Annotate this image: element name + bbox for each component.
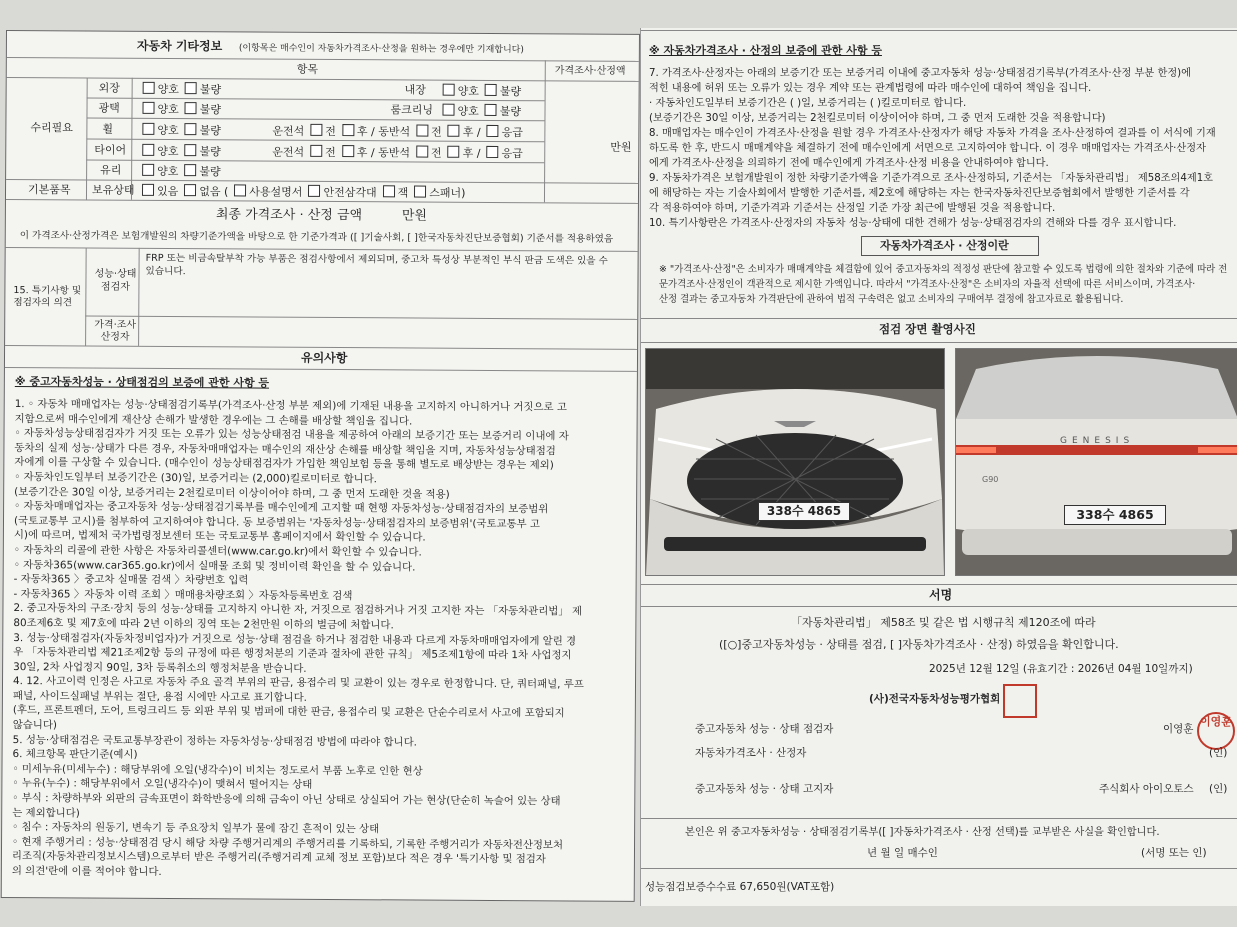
- checkbox[interactable]: [485, 104, 497, 116]
- checkbox[interactable]: [383, 185, 395, 197]
- checkbox[interactable]: [142, 164, 154, 176]
- price-section-title: ※ 자동차가격조사 · 산정의 보증에 관한 사항 등: [649, 44, 882, 57]
- text-line: 자에게 이를 구상할 수 있습니다. (매수인이 성능상태점검자가 가입한 책임보험 등을 통해 별도로 배상받는 경우는 제외): [14, 456, 554, 472]
- price-body: [649, 66, 1216, 231]
- checkbox[interactable]: [142, 144, 154, 156]
- sign-row-notifier-role: 중고자동차 성능 · 상태 고지자: [695, 783, 834, 795]
- receipt-line: 본인은 위 중고자동차성능 · 상태점검기록부([ ]자동차가격조사 · 산정 선택)를 교부받은 사실을 확인합니다.: [685, 827, 1160, 838]
- checkbox[interactable]: [443, 84, 455, 96]
- checkbox[interactable]: [442, 104, 454, 116]
- checkbox[interactable]: [308, 185, 320, 197]
- checkbox[interactable]: [185, 123, 197, 135]
- text-line: 리조직(자동차관리정보시스템)으로부터 받은 주행거리(주행거리계 교체 정보 포함)보다 적은 경우 '특기사항 및 점검자: [11, 850, 546, 866]
- row-wheel-label: 휠: [102, 122, 114, 136]
- checkbox[interactable]: [310, 145, 322, 157]
- checkbox[interactable]: [184, 184, 196, 196]
- price-unit: 만원: [610, 140, 632, 154]
- checkbox[interactable]: [142, 102, 154, 114]
- checkbox[interactable]: [184, 144, 196, 156]
- text-line: (보증기간은 30일 이상, 보증거리는 2천킬로미터 이상이어야 하며, 그 중 먼저 도래한 것을 적용합니다): [649, 113, 1106, 124]
- signature-title: 서명: [929, 588, 953, 602]
- checkbox[interactable]: [342, 124, 354, 136]
- checkbox[interactable]: [342, 145, 354, 157]
- signature-org: (사)전국자동차성능평가협회: [869, 693, 1001, 705]
- text-line: 9. 자동차가격은 보험개발원이 정한 차량기준가액을 기준가격으로 조사·산정하되, 기준서는 「자동차관리법」 제58조의4제1호: [649, 173, 1214, 184]
- checkbox[interactable]: [185, 82, 197, 94]
- text-line: 8. 매매업자는 매수인이 가격조사·산정을 원할 경우 가격조사·산정자가 해당 자동차 가격을 조사·산정하여 결과를 이 서식에 기재: [649, 128, 1216, 139]
- basic-items-label: 기본품목: [27, 183, 71, 197]
- text-line: (국토교통부 고시)를 첨부하여 고지하여야 합니다. 동 보증범위는 '자동차성능·상태점검자의 보증범위'(국토교통부 고: [13, 514, 540, 531]
- text-line: · 자동차인도일부터 보증기간은 ( )일, 보증거리는 ( )킬로미터로 합니다.: [649, 98, 967, 109]
- row-gloss-label: 광택: [98, 101, 120, 115]
- text-line: 30일, 2차 사업정지 90일, 3차 등록취소의 행정처분을 받습니다.: [13, 660, 307, 675]
- repair-label: 수리필요: [30, 121, 73, 135]
- row-wheel-positions: 운전석 전 후 / 동반석 전 후 / 응급: [272, 124, 523, 140]
- row-tire-positions: 운전석 전 후 / 동반석 전 후 / 응급: [272, 145, 523, 161]
- text-line: 각 적용하여야 하며, 기준가격과 기준서는 산정일 기준 가장 최근에 발행된 것을 적용합니다.: [649, 203, 1056, 214]
- row-interior-options: 양호 불량: [437, 84, 522, 100]
- special-notes-label: 15. 특기사항 및 점검자의 의견: [13, 285, 82, 309]
- receipt-date: 년 월 일 매수인: [867, 847, 938, 859]
- row-tire-label: 타이어: [94, 143, 127, 157]
- final-price-unit: 만원: [401, 208, 428, 224]
- front-license-plate: 338수 4865: [758, 502, 850, 521]
- row-glass-options: 양호 불량: [136, 164, 221, 180]
- basic-items-sub: 보유상태: [91, 183, 135, 197]
- receipt-sign: (서명 또는 인): [1141, 847, 1207, 859]
- sign-row-inspector-role: 중고자동차 성능 · 상태 점검자: [695, 723, 834, 735]
- checkbox[interactable]: [485, 84, 497, 96]
- final-price-title: 최종 가격조사 · 산정 금액: [215, 207, 363, 224]
- checkbox[interactable]: [448, 125, 460, 137]
- text-line: 는 제외합니다): [12, 806, 80, 820]
- rear-brand-badge: GENESIS: [1060, 436, 1135, 446]
- text-line: 의 의견'란에 이를 적어야 합니다.: [11, 865, 162, 878]
- price-assessor-label: 가격·조사 산정자: [94, 319, 137, 343]
- checkbox[interactable]: [486, 146, 498, 158]
- text-line: 하도록 한 후, 반드시 매매계약을 체결하기 전에 매수인에게 서면으로 고지하여야 합니다. 이 경우 매매업자는 가격조사·산정자: [649, 143, 1206, 154]
- basic-items-options: 있음 없음 ( 사용설명서 안전삼각대 잭 스패너): [136, 184, 465, 201]
- text-line: ◦ 자동차매매업자는 중고자동차 성능·상태점검기록부를 매수인에게 고지할 때 현행 자동차성능·상태점검자의 보증범위: [14, 500, 549, 516]
- sign-row-notifier-name: 주식회사 아이오토스: [1099, 783, 1194, 795]
- text-line: 5. 성능·상태점검은 국토교통부장관이 정하는 자동차성능·상태점검 방법에 따라야 합니다.: [12, 733, 417, 749]
- text-line: ◦ 자동차의 리콜에 관한 사항은 자동차리콜센터(www.car.go.kr)에서 확인할 수 있습니다.: [13, 543, 422, 559]
- front-car-illustration: [646, 349, 944, 575]
- text-line: 6. 체크항목 판단기준(예시): [12, 748, 138, 762]
- notes-body: [12, 397, 586, 882]
- checkbox[interactable]: [184, 164, 196, 176]
- left-page: [1, 30, 640, 902]
- row-gloss-options: 양호 불량: [136, 102, 221, 118]
- text-line: ◦ 부식 : 차량하부와 외판의 금속표면이 화학반응에 의해 금속이 아닌 상태로 상실되어 가는 현상(단순히 녹슬어 있는 상태: [12, 792, 561, 808]
- notes-section-title: ※ 중고자동차성능 · 상태점검의 보증에 관한 사항 등: [14, 375, 270, 390]
- text-line: 7. 가격조사·산정자는 아래의 보증기간 또는 보증거리 이내에 중고자동차 성능·상태점검기록부(가격조사·산정 부분 한정)에: [649, 68, 1191, 79]
- rear-license-plate: 338수 4865: [1064, 505, 1166, 525]
- text-line: 지함으로써 매수인에게 재산상 손해가 발생한 경우에는 그 손해를 배상할 책임을 집니다.: [14, 412, 413, 428]
- text-line: ◦ 자동차인도일부터 보증기간은 (30)일, 보증거리는 (2,000)킬로미터로 합니다.: [14, 471, 378, 486]
- price-box-title-frame: [861, 236, 1039, 256]
- text-line: ◦ 자동차365(www.car365.go.kr)에서 실매물 조회 및 정비이력 확인을 할 수 있습니다.: [13, 558, 416, 574]
- text-line: 시)에 따르며, 법제처 국가법령정보센터 또는 국토교통부 홈페이지에서 확인할 수 있습니다.: [13, 529, 426, 544]
- rear-model-badge: G90: [982, 475, 999, 484]
- text-line: - 자동차365 〉중고차 실매물 검색 〉차량번호 입력: [13, 573, 249, 587]
- col-item-header: 항목: [296, 62, 319, 76]
- checkbox[interactable]: [310, 124, 322, 136]
- price-box-title: 자동차가격조사 · 산정이란: [880, 239, 1009, 252]
- sign-row-inspector-name: 이영훈: [1163, 723, 1194, 735]
- text-line: 에게 가격조사·산정을 의뢰하기 전에 매수인에게 가격조사·산정 비용을 안내하여야 합니다.: [649, 158, 1049, 169]
- photo-title: 점검 장면 촬영사진: [879, 322, 976, 336]
- other-info-title: 자동차 기타정보: [136, 38, 223, 54]
- text-line: 1. ◦ 자동차 매매업자는 성능·상태점검기록부(가격조사·산정 부분 제외)에 기재된 내용을 고지하지 아니하거나 거짓으로 고: [14, 398, 567, 414]
- sign-row-assessor-mark: (인): [1209, 747, 1228, 759]
- text-line: ◦ 침수 : 자동차의 원동기, 변속기 등 주요장치 일부가 물에 잠긴 흔적이 있는 상태: [12, 821, 380, 836]
- text-line: 문가격조사·산정인이 객관적으로 제시한 가액입니다. 따라서 "가격조사·산정"은 소비자의 자율적 선택에 따른 서비스이며, 가격조사·: [659, 279, 1196, 290]
- inspector-seal: 이영훈: [1197, 712, 1235, 750]
- checkbox[interactable]: [143, 82, 155, 94]
- signature-law-line: 「자동차관리법」 제58조 및 같은 법 시행규칙 제120조에 따라: [791, 616, 1096, 629]
- sign-row-notifier-mark: (인): [1209, 783, 1228, 795]
- front-car-photo: [645, 348, 945, 576]
- checkbox[interactable]: [487, 125, 499, 137]
- row-tire-options: 양호 불량: [136, 144, 221, 160]
- row-interior-label: 내장: [404, 83, 426, 97]
- text-line: ◦ 현재 주행거리 : 성능·상태점검 당시 해당 차량 주행거리계의 주행거리를 기록하되, 기록한 주행거리가 자동차전산정보처: [12, 835, 564, 852]
- text-line: 적힌 내용에 허위 또는 오류가 있는 경우 계약 또는 관계법령에 따라 매수인에 대하여 책임을 집니다.: [649, 83, 1092, 94]
- fee-line: 성능점검보증수수료 67,650원(VAT포함): [645, 881, 835, 893]
- text-line: (보증기간은 30일 이상, 보증거리는 2천킬로미터 이상이어야 하며, 그 중 먼저 도래한 것을 적용): [14, 485, 450, 501]
- row-glass-label: 유리: [100, 163, 122, 177]
- rear-car-illustration: [956, 349, 1237, 575]
- other-info-note: (이항목은 매수인이 자동차가격조사·산정을 원하는 경우에만 기재합니다): [238, 43, 524, 56]
- text-line: 우 「자동차관리법 제21조제2항 등의 규정에 따른 행정처분의 기준과 절차에 관한 규칙」 제5조제1항에 따라 1차 사업정지: [13, 646, 572, 662]
- text-line: 10. 특기사항란은 가격조사·산정자의 자동차 성능·상태에 대한 견해가 성능·상태점검자의 견해와 다를 경우 표시합니다.: [649, 218, 1177, 229]
- org-seal: [1003, 684, 1037, 718]
- row-cleaning-label: 룸크리닝: [390, 103, 434, 117]
- signature-confirm-line: ([○]중고자동차성능 · 상태를 점검, [ ]자동차가격조사 · 산정) 하였음을 확인합니다.: [719, 638, 1119, 651]
- checkbox[interactable]: [416, 125, 428, 137]
- right-page: [640, 28, 1237, 906]
- inspector-label: 성능·상태 점검자: [94, 268, 137, 293]
- text-line: 2. 중고자동차의 구조·장치 등의 성능·상태를 고지하지 아니한 자, 거짓으로 점검하거나 거짓 고지한 자는 「자동차관리법」 제: [13, 602, 583, 618]
- row-exterior-options: 양호 불량: [137, 82, 222, 98]
- checkbox[interactable]: [142, 123, 154, 135]
- text-line: 3. 성능·상태점검자(자동차정비업자)가 거짓으로 성능·상태 점검을 하거나 점검한 내용과 다르게 자동차매매업자에게 알린 경: [13, 631, 577, 647]
- text-line: 80조제6호 및 제7호에 따라 2년 이하의 징역 또는 2천만원 이하의 벌금에 처합니다.: [13, 616, 394, 632]
- checkbox[interactable]: [414, 185, 426, 197]
- row-cleaning-options: 양호 불량: [436, 104, 521, 120]
- checkbox[interactable]: [234, 184, 246, 196]
- signature-date-line: 2025년 12월 12일 (유효기간 : 2026년 04월 10일까지): [929, 663, 1193, 675]
- text-line: 4. 12. 사고이력 인정은 사고로 자동차 주요 골격 부위의 판금, 용접수리 및 교환이 있는 경우로 한정합니다. 단, 쿼터패널, 루프: [12, 675, 584, 691]
- text-line: 산정 결과는 중고자동차 가격판단에 관하여 법적 구속력은 없고 소비자의 구매여부 결정에 참고자료로 활용됩니다.: [659, 294, 1124, 305]
- text-line: 않습니다): [12, 719, 57, 732]
- sign-row-assessor-role: 자동차가격조사 · 산정자: [695, 747, 807, 759]
- text-line: ◦ 누유(누수) : 해당부위에서 오일(냉각수)이 맺혀서 떨어지는 상태: [12, 777, 313, 792]
- text-line: ※ "가격조사·산정"은 소비자가 매매계약을 체결함에 있어 중고자동차의 적정성 판단에 참고할 수 있도록 법령에 의한 절차와 기준에 따라 전: [659, 264, 1228, 275]
- col-price-header: 가격조사·산정액: [554, 65, 626, 77]
- row-wheel-options: 양호 불량: [136, 123, 221, 139]
- checkbox[interactable]: [185, 102, 197, 114]
- text-line: 에 해당하는 자는 기술사회에서 발행한 기준서를, 제2호에 해당하는 자는 한국자동차진단보증협회에서 발행한 기준서를 각: [649, 188, 1190, 199]
- text-line: ◦ 자동차성능상태점검자가 거짓 또는 오류가 있는 성능상태점검 내용을 제공하여 아래의 보증기간 또는 보증거리 이내에 자: [14, 427, 569, 443]
- text-line: ◦ 미세누유(미세누수) : 해당부위에 오일(냉각수)이 비치는 정도로서 부품 노후로 인한 현상: [12, 762, 423, 778]
- rear-car-photo: [955, 348, 1237, 576]
- special-notes-text: FRP 또는 비금속탈부착 가능 부품은 점검사항에서 제외되며, 중고차 특성상 부분적인 부식 판금 도색은 있을 수 있습니다.: [145, 252, 608, 278]
- row-exterior-label: 외장: [98, 81, 120, 95]
- notes-title: 유의사항: [300, 350, 348, 366]
- text-line: 동차의 실제 성능·상태가 다른 경우, 자동차매매업자는 매수인의 재산상 손해를 배상할 책임을 지며, 자동차성능상태점검: [14, 441, 556, 458]
- checkbox[interactable]: [142, 184, 154, 196]
- text-line: (후드, 프론트펜더, 도어, 트렁크리드 등 외판 부위 및 범퍼에 대한 판금, 용접수리 및 교환은 단순수리로서 사고에 포함되지: [12, 704, 565, 720]
- checkbox[interactable]: [416, 146, 428, 158]
- text-line: - 자동차365 〉자동차 이력 조회 〉매매용차량조회 〉자동차등록번호 검색: [13, 587, 353, 602]
- price-box-body: [659, 262, 1227, 307]
- checkbox[interactable]: [448, 146, 460, 158]
- final-price-note: 이 가격조사·산정가격은 보험개발원의 차량기준가액을 바탕으로 한 기준가격과 ([ ]기술사회, [ ]한국자동차진단보증협회) 기준서를 적용하였음: [19, 230, 614, 245]
- text-line: 패널, 사이드실패널 부위는 절단, 용접 시에만 사고로 표기합니다.: [12, 689, 307, 704]
